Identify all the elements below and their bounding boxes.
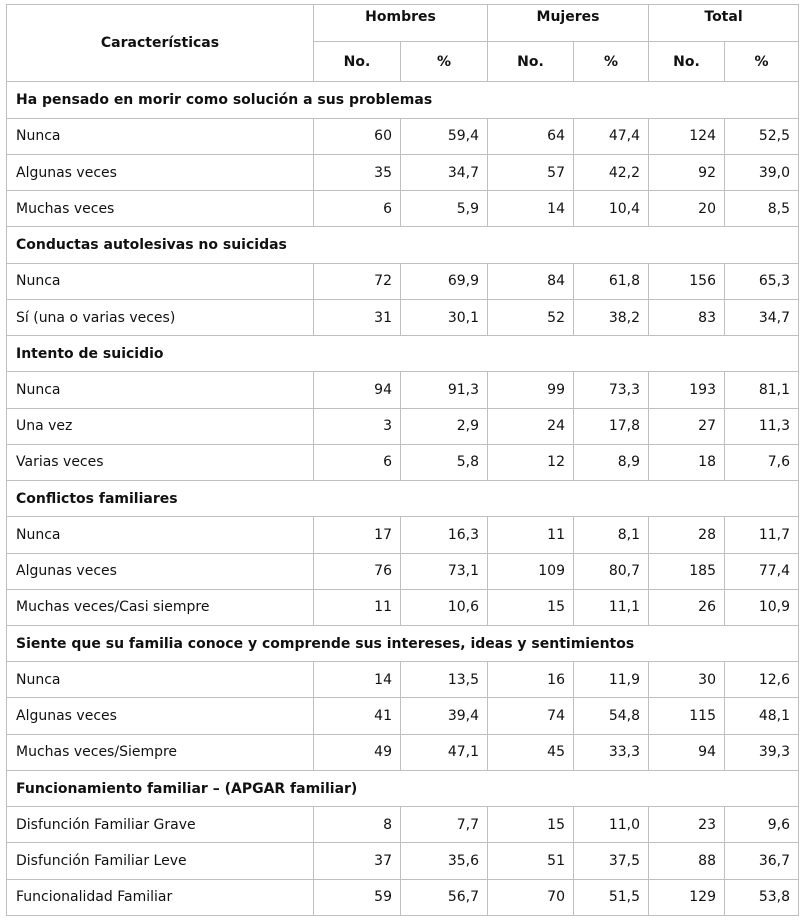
cell-hombres-pct: 16,3 [401, 517, 488, 553]
cell-mujeres-no: 70 [488, 879, 574, 915]
cell-hombres-no: 8 [314, 807, 401, 843]
cell-hombres-no: 31 [314, 299, 401, 335]
cell-mujeres-no: 109 [488, 553, 574, 589]
cell-mujeres-pct: 8,9 [574, 444, 649, 480]
cell-hombres-no: 14 [314, 662, 401, 698]
cell-total-no: 193 [649, 372, 725, 408]
cell-mujeres-pct: 11,9 [574, 662, 649, 698]
table-row [7, 843, 799, 879]
cell-hombres-no: 37 [314, 843, 401, 879]
cell-total-no: 23 [649, 807, 725, 843]
cell-hombres-no: 35 [314, 154, 401, 190]
cell-total-no: 156 [649, 263, 725, 299]
cell-mujeres-pct: 11,0 [574, 807, 649, 843]
cell-mujeres-pct: 61,8 [574, 263, 649, 299]
cell-total-no: 27 [649, 408, 725, 444]
cell-mujeres-no: 57 [488, 154, 574, 190]
cell-mujeres-no: 14 [488, 191, 574, 227]
header-total: Total [649, 5, 799, 42]
cell-hombres-pct: 39,4 [401, 698, 488, 734]
cell-total-no: 30 [649, 662, 725, 698]
cell-mujeres-pct: 73,3 [574, 372, 649, 408]
cell-total-pct: 7,6 [725, 444, 799, 480]
cell-hombres-no: 41 [314, 698, 401, 734]
cell-total-pct: 34,7 [725, 299, 799, 335]
table-row [7, 263, 799, 299]
section-row [7, 227, 799, 263]
cell-total-pct: 10,9 [725, 589, 799, 625]
cell-mujeres-pct: 33,3 [574, 734, 649, 770]
cell-total-no: 129 [649, 879, 725, 915]
cell-hombres-no: 94 [314, 372, 401, 408]
cell-total-no: 185 [649, 553, 725, 589]
subheader-mujeres-no: No. [488, 42, 574, 82]
table-row [7, 698, 799, 734]
header-row [7, 5, 799, 42]
cell-hombres-pct: 56,7 [401, 879, 488, 915]
row-label: Nunca [7, 517, 314, 553]
cell-hombres-pct: 35,6 [401, 843, 488, 879]
cell-mujeres-no: 84 [488, 263, 574, 299]
cell-total-no: 83 [649, 299, 725, 335]
cell-hombres-no: 72 [314, 263, 401, 299]
cell-mujeres-no: 12 [488, 444, 574, 480]
section-title: Conflictos familiares [7, 481, 799, 517]
cell-mujeres-pct: 51,5 [574, 879, 649, 915]
cell-hombres-no: 11 [314, 589, 401, 625]
cell-total-pct: 8,5 [725, 191, 799, 227]
section-title: Ha pensado en morir como solución a sus problemas [7, 82, 799, 118]
cell-hombres-pct: 47,1 [401, 734, 488, 770]
cell-total-pct: 52,5 [725, 118, 799, 154]
subheader-hombres-no: No. [314, 42, 401, 82]
cell-mujeres-no: 74 [488, 698, 574, 734]
row-label: Sí (una o varias veces) [7, 299, 314, 335]
section-row [7, 770, 799, 806]
cell-mujeres-no: 99 [488, 372, 574, 408]
row-label: Disfunción Familiar Leve [7, 843, 314, 879]
data-table [6, 4, 799, 916]
section-row [7, 82, 799, 118]
cell-total-no: 26 [649, 589, 725, 625]
cell-hombres-no: 17 [314, 517, 401, 553]
table-row [7, 118, 799, 154]
subheader-mujeres-pct: % [574, 42, 649, 82]
header-hombres: Hombres [314, 5, 488, 42]
cell-total-pct: 11,7 [725, 517, 799, 553]
cell-mujeres-pct: 37,5 [574, 843, 649, 879]
row-label: Muchas veces [7, 191, 314, 227]
cell-total-no: 115 [649, 698, 725, 734]
row-label: Algunas veces [7, 698, 314, 734]
cell-total-pct: 81,1 [725, 372, 799, 408]
table-row [7, 191, 799, 227]
table-row [7, 444, 799, 480]
row-label: Nunca [7, 662, 314, 698]
cell-hombres-pct: 59,4 [401, 118, 488, 154]
subheader-hombres-pct: % [401, 42, 488, 82]
cell-mujeres-pct: 10,4 [574, 191, 649, 227]
cell-hombres-no: 6 [314, 444, 401, 480]
section-row [7, 336, 799, 372]
cell-hombres-no: 49 [314, 734, 401, 770]
subheader-total-no: No. [649, 42, 725, 82]
cell-mujeres-no: 24 [488, 408, 574, 444]
cell-total-no: 92 [649, 154, 725, 190]
row-label: Muchas veces/Siempre [7, 734, 314, 770]
cell-mujeres-pct: 54,8 [574, 698, 649, 734]
table-row [7, 662, 799, 698]
table-row [7, 372, 799, 408]
cell-total-no: 124 [649, 118, 725, 154]
section-title: Siente que su familia conoce y comprende sus intereses, ideas y sentimientos [7, 626, 799, 662]
table-row [7, 879, 799, 915]
cell-mujeres-pct: 38,2 [574, 299, 649, 335]
header-mujeres: Mujeres [488, 5, 649, 42]
cell-mujeres-no: 45 [488, 734, 574, 770]
section-title: Funcionamiento familiar – (APGAR familiar) [7, 770, 799, 806]
cell-mujeres-pct: 11,1 [574, 589, 649, 625]
cell-mujeres-pct: 8,1 [574, 517, 649, 553]
table-row [7, 589, 799, 625]
cell-total-pct: 53,8 [725, 879, 799, 915]
cell-total-pct: 39,3 [725, 734, 799, 770]
row-label: Muchas veces/Casi siempre [7, 589, 314, 625]
row-label: Funcionalidad Familiar [7, 879, 314, 915]
cell-hombres-no: 59 [314, 879, 401, 915]
cell-hombres-no: 60 [314, 118, 401, 154]
table-row [7, 154, 799, 190]
row-label: Algunas veces [7, 553, 314, 589]
cell-total-pct: 48,1 [725, 698, 799, 734]
cell-hombres-pct: 5,9 [401, 191, 488, 227]
table-row [7, 299, 799, 335]
row-label: Nunca [7, 118, 314, 154]
row-label: Una vez [7, 408, 314, 444]
cell-hombres-pct: 69,9 [401, 263, 488, 299]
cell-total-no: 20 [649, 191, 725, 227]
row-label: Nunca [7, 263, 314, 299]
cell-total-pct: 11,3 [725, 408, 799, 444]
cell-hombres-pct: 13,5 [401, 662, 488, 698]
cell-hombres-no: 76 [314, 553, 401, 589]
cell-hombres-pct: 10,6 [401, 589, 488, 625]
row-label: Varias veces [7, 444, 314, 480]
section-title: Intento de suicidio [7, 336, 799, 372]
cell-total-pct: 65,3 [725, 263, 799, 299]
table-row [7, 517, 799, 553]
cell-total-pct: 36,7 [725, 843, 799, 879]
section-title: Conductas autolesivas no suicidas [7, 227, 799, 263]
cell-mujeres-no: 52 [488, 299, 574, 335]
cell-hombres-pct: 5,8 [401, 444, 488, 480]
cell-hombres-pct: 91,3 [401, 372, 488, 408]
cell-total-pct: 39,0 [725, 154, 799, 190]
row-label: Nunca [7, 372, 314, 408]
cell-total-pct: 12,6 [725, 662, 799, 698]
cell-mujeres-no: 51 [488, 843, 574, 879]
section-row [7, 481, 799, 517]
subheader-total-pct: % [725, 42, 799, 82]
table-row [7, 734, 799, 770]
cell-mujeres-pct: 47,4 [574, 118, 649, 154]
cell-total-no: 28 [649, 517, 725, 553]
table-row [7, 408, 799, 444]
header-caracteristicas: Características [7, 5, 314, 82]
cell-hombres-no: 6 [314, 191, 401, 227]
cell-hombres-pct: 30,1 [401, 299, 488, 335]
cell-total-pct: 77,4 [725, 553, 799, 589]
row-label: Algunas veces [7, 154, 314, 190]
row-label: Disfunción Familiar Grave [7, 807, 314, 843]
section-row [7, 626, 799, 662]
cell-hombres-no: 3 [314, 408, 401, 444]
cell-mujeres-no: 16 [488, 662, 574, 698]
cell-hombres-pct: 2,9 [401, 408, 488, 444]
cell-mujeres-no: 15 [488, 807, 574, 843]
cell-total-no: 88 [649, 843, 725, 879]
cell-total-no: 94 [649, 734, 725, 770]
cell-mujeres-no: 11 [488, 517, 574, 553]
table-row [7, 553, 799, 589]
cell-total-no: 18 [649, 444, 725, 480]
table-row [7, 807, 799, 843]
cell-mujeres-pct: 17,8 [574, 408, 649, 444]
cell-hombres-pct: 73,1 [401, 553, 488, 589]
cell-mujeres-pct: 42,2 [574, 154, 649, 190]
cell-total-pct: 9,6 [725, 807, 799, 843]
cell-mujeres-no: 15 [488, 589, 574, 625]
cell-hombres-pct: 7,7 [401, 807, 488, 843]
cell-mujeres-no: 64 [488, 118, 574, 154]
cell-hombres-pct: 34,7 [401, 154, 488, 190]
cell-mujeres-pct: 80,7 [574, 553, 649, 589]
